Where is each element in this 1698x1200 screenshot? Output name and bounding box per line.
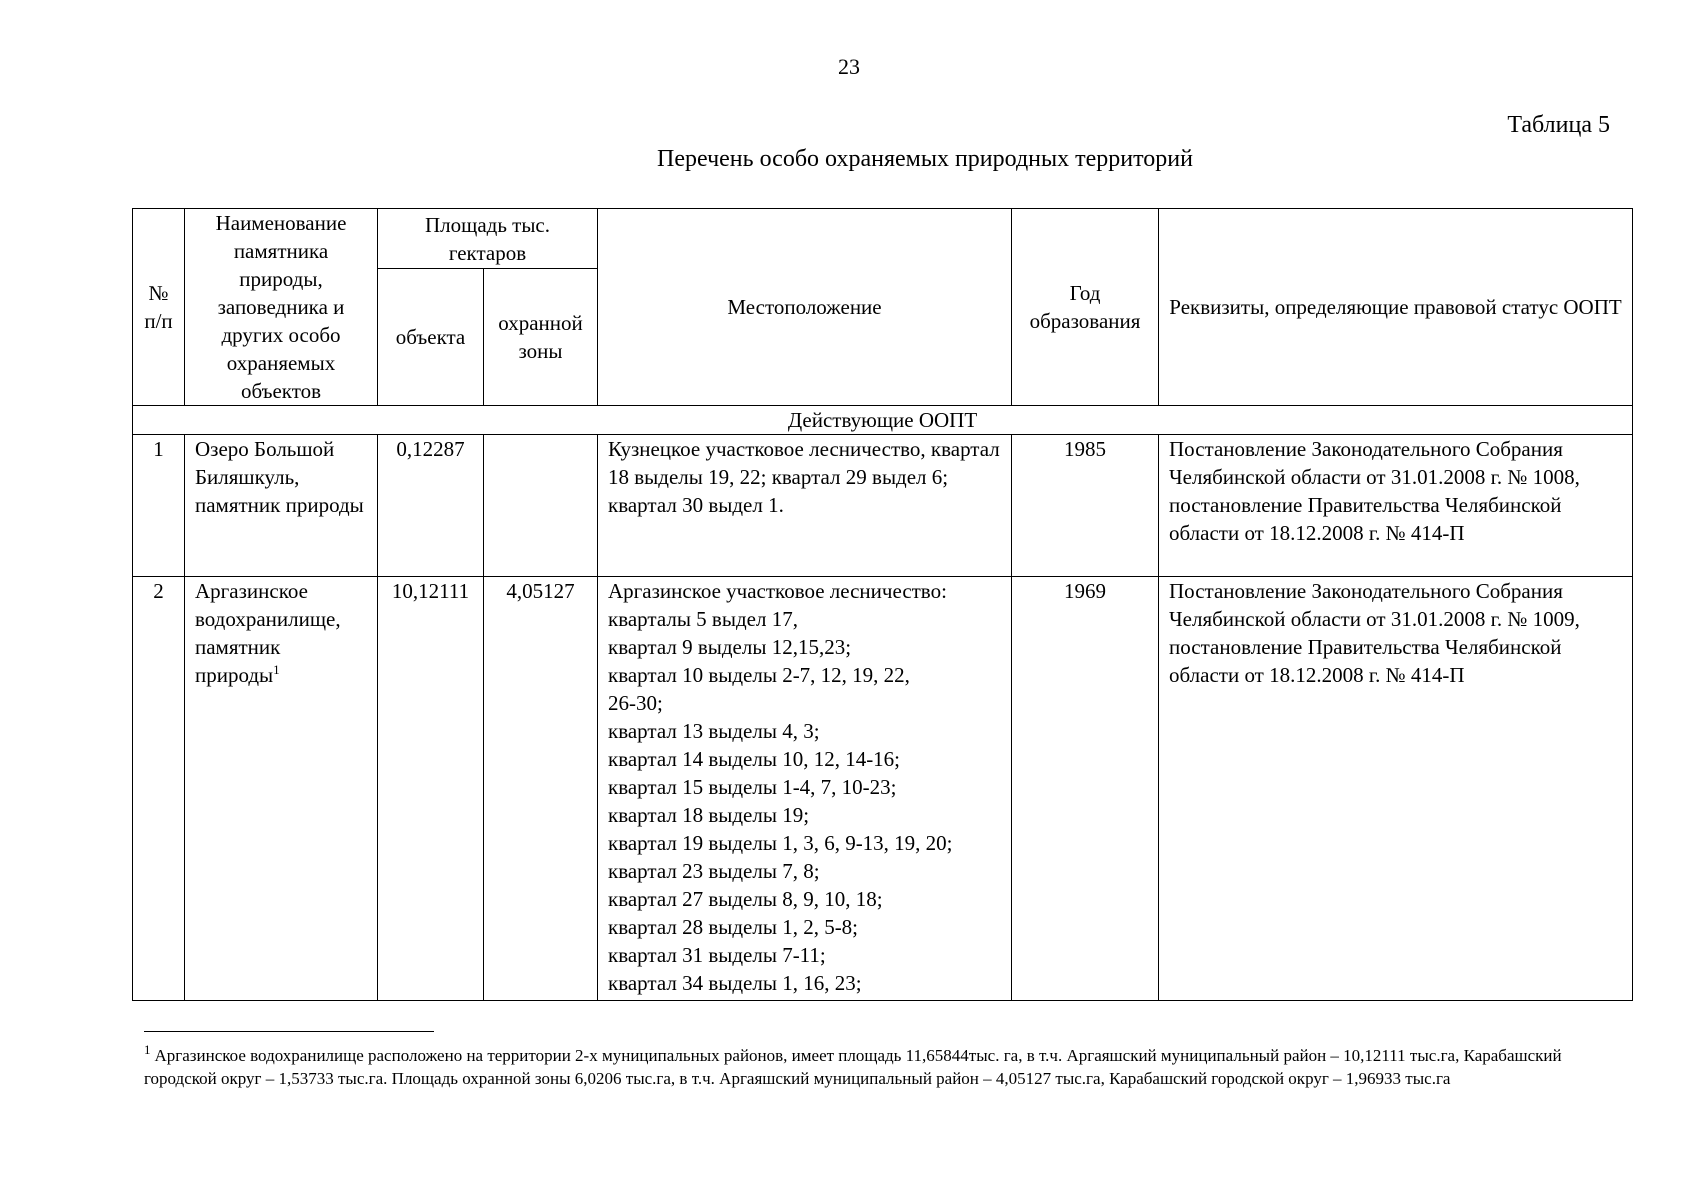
section-row (133, 406, 1633, 435)
location-line: квартал 9 выделы 12,15,23; (608, 635, 852, 659)
location-line: квартал 27 выделы 8, 9, 10, 18; (608, 887, 883, 911)
header-legal: Реквизиты, определяющие правовой статус ООПТ (1159, 209, 1633, 406)
table-row (133, 435, 1633, 577)
row-location (598, 577, 1012, 1001)
location-line: квартал 18 выделы 19; (608, 803, 810, 827)
location-line: квартал 10 выделы 2-7, 12, 19, 22, (608, 663, 910, 687)
location-line: кварталы 5 выдел 17, (608, 607, 798, 631)
header-area-object: объекта (378, 269, 484, 406)
row-name-cell (185, 577, 378, 1001)
header-num: № п/п (133, 209, 185, 406)
row-year: 1969 (1012, 577, 1159, 1001)
row-area-zone: 4,05127 (484, 577, 598, 1001)
protected-areas-table (132, 208, 1633, 1001)
row-name: Озеро Большой Биляшкуль, памятник природы (185, 435, 378, 577)
row-legal: Постановление Законодательного Собрания Челябинской области от 31.01.2008 г. № 1008, постановление Правительства Челябинской области от 18.12.2008 г. № 414-П (1159, 435, 1633, 577)
location-line: квартал 28 выделы 1, 2, 5-8; (608, 915, 859, 939)
row-area-zone (484, 435, 598, 577)
row-name: Аргазинское водохранилище, памятник природы (195, 579, 341, 687)
page-number: 23 (838, 54, 860, 79)
header-year: Год образования (1012, 209, 1159, 406)
header-location: Местоположение (598, 209, 1012, 406)
footnote-separator (144, 1031, 434, 1032)
row-area-object: 10,12111 (378, 577, 484, 1001)
location-line: квартал 13 выделы 4, 3; (608, 719, 820, 743)
location-line: квартал 31 выделы 7-11; (608, 943, 826, 967)
location-line: квартал 15 выделы 1-4, 7, 10-23; (608, 775, 897, 799)
location-line: квартал 19 выделы 1, 3, 6, 9-13, 19, 20; (608, 831, 953, 855)
location-line: квартал 23 выделы 7, 8; (608, 859, 820, 883)
footnote-ref: 1 (273, 662, 280, 677)
footnote-text: Аргазинское водохранилище расположено на территории 2-х муниципальных районов, имеет площадь 11,65844тыс. га, в т.ч. Аргаяшский муниципальный район – 10,12111 тыс.га, Карабашский городской округ – 1,53733 тыс.га. Площадь охранной зоны 6,0206 тыс.га, в т.ч. Аргаяшский муниципальный район – 4,05127 тыс.га, Карабашский городской округ – 1,96933 тыс.га (144, 1046, 1562, 1088)
footnote (144, 1044, 1594, 1090)
header-name: Наименование памятника природы, заповедника и других особо охраняемых объектов (185, 209, 378, 406)
table-caption: Таблица 5 (1507, 112, 1610, 138)
document-title: Перечень особо охраняемых природных территорий (657, 146, 1193, 172)
location-line: квартал 34 выделы 1, 16, 23; (608, 971, 862, 995)
header-area-zone: охранной зоны (484, 269, 598, 406)
table-row (133, 577, 1633, 1001)
row-area-object: 0,12287 (378, 435, 484, 577)
header-row-1 (133, 209, 1633, 269)
row-location: Кузнецкое участковое лесничество, квартал 18 выделы 19, 22; квартал 29 выдел 6; квартал 30 выдел 1. (598, 435, 1012, 577)
location-line: Аргазинское участковое лесничество: (608, 579, 947, 603)
row-legal: Постановление Законодательного Собрания Челябинской области от 31.01.2008 г. № 1009, постановление Правительства Челябинской области от 18.12.2008 г. № 414-П (1159, 577, 1633, 1001)
location-line: 26-30; (608, 691, 663, 715)
row-num: 2 (133, 577, 185, 1001)
row-num: 1 (133, 435, 185, 577)
location-line: квартал 14 выделы 10, 12, 14-16; (608, 747, 901, 771)
footnote-mark: 1 (144, 1042, 151, 1058)
row-year: 1985 (1012, 435, 1159, 577)
section-label: Действующие ООПТ (133, 406, 1633, 435)
header-area: Площадь тыс. гектаров (378, 209, 598, 269)
